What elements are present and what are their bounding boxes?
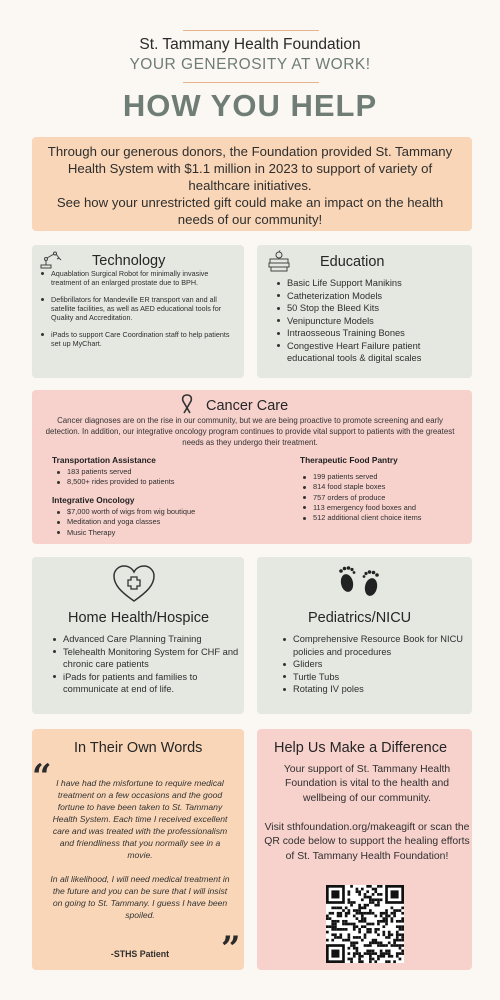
tagline: YOUR GENEROSITY AT WORK!	[129, 56, 371, 73]
close-quote-icon: ”	[221, 929, 241, 969]
awareness-ribbon-icon	[177, 393, 197, 415]
list-item: Telehealth Monitoring System for CHF and chronic care patients	[52, 646, 242, 671]
list-item: Defibrillators for Mandeville ER transport van and all satellite facilities, as well as AED educational tools for Quality and Accreditation.	[40, 295, 240, 322]
testimonial-title: In Their Own Words	[74, 740, 203, 756]
education-list	[276, 277, 464, 365]
list-item: iPads to support Care Coordination staff to help patients set up MyChart.	[40, 330, 240, 348]
list-item: $7,000 worth of wigs from wig boutique	[56, 507, 276, 517]
list-item: 757 orders of produce	[302, 493, 467, 503]
list-item: Advanced Care Planning Training	[52, 633, 242, 646]
intro-text-call: See how your unrestricted gift could make an impact on the health needs of our community!	[56, 195, 444, 227]
difference-text-2: Visit sthfoundation.org/makeagift or scan the QR code below to support the healing efforts of St. Tammany Health Foundation!	[264, 822, 470, 862]
list-item: Meditation and yoga classes	[56, 517, 276, 527]
education-title: Education	[320, 254, 385, 270]
open-quote-icon: “	[32, 757, 52, 797]
baby-feet-icon	[334, 563, 384, 597]
list-item: Aquablation Surgical Robot for minimally invasive treatment of an enlarged prostate due to BPH.	[40, 269, 240, 287]
heart-plus-icon	[111, 564, 157, 604]
page-title: HOW YOU HELP	[122, 88, 378, 123]
list-item: 814 food staple boxes	[302, 482, 467, 492]
list-item: 50 Stop the Bleed Kits	[276, 302, 464, 315]
quote-paragraph-2: In all likelihood, I will need medical treatment in the future and you can be sure that I will insist on going to St. Tammany. I guess I have been spoiled.	[50, 874, 230, 920]
list-item: iPads for patients and families to communicate at end of life.	[52, 671, 242, 696]
pediatrics-list	[282, 633, 467, 696]
difference-title: Help Us Make a Difference	[274, 740, 448, 756]
food-pantry-list	[302, 472, 467, 523]
technology-list	[40, 269, 240, 356]
list-item: Gliders	[282, 658, 467, 671]
list-item: Rotating IV poles	[282, 683, 467, 696]
oncology-title: Integrative Oncology	[52, 495, 135, 505]
cancer-care-intro: Cancer diagnoses are on the rise in our community, but we are being proactive to promote screening and early detection. In addition, our integrative oncology program continues to provide vital support to patients with the greatest needs as they undergo their treatment.	[45, 416, 455, 447]
list-item: 183 patients served	[56, 467, 256, 477]
intro-text-main: Through our generous donors, the Foundation provided St. Tammany Health System with $1.1 million in 2023 to support of variety of healthcare initiatives.	[47, 144, 453, 193]
header-rule-bottom	[183, 82, 319, 83]
list-item: Intraosseous Training Bones	[276, 327, 464, 340]
list-item: 199 patients served	[302, 472, 467, 482]
cancer-care-title: Cancer Care	[206, 398, 289, 414]
list-item: Congestive Heart Failure patient educational tools & digital scales	[276, 340, 464, 365]
testimonial-quote	[48, 777, 232, 921]
home-health-title: Home Health/Hospice	[68, 610, 210, 626]
header-rule-top	[183, 30, 319, 31]
oncology-list	[56, 507, 276, 538]
intro-text	[40, 143, 460, 228]
quote-paragraph-1: I have had the misfortune to require medical treatment on a few occasions and the good fortune to have been taken to St. Tammany Health System. Each time I received excellent care and was treated with the professionalism and friendliness that you normally see in a movie.	[52, 778, 228, 860]
list-item: 113 emergency food boxes and	[302, 503, 467, 513]
list-item: Comprehensive Resource Book for NICU policies and procedures	[282, 633, 467, 658]
list-item: Music Therapy	[56, 528, 276, 538]
transportation-title: Transportation Assistance	[52, 455, 156, 465]
books-apple-icon	[267, 250, 291, 272]
list-item: 512 additional client choice items	[302, 513, 467, 523]
transportation-list	[56, 467, 256, 488]
org-name: St. Tammany Health Foundation	[139, 36, 361, 53]
list-item: Venipuncture Models	[276, 315, 464, 328]
home-health-list	[52, 633, 242, 696]
list-item: Basic Life Support Manikins	[276, 277, 464, 290]
qr-code-icon[interactable]	[326, 885, 404, 963]
technology-title: Technology	[92, 253, 166, 269]
difference-text-1: Your support of St. Tammany Health Foundation is vital to the health and wellbeing of our community.	[283, 764, 451, 804]
list-item: Turtle Tubs	[282, 671, 467, 684]
testimonial-signature: -STHS Patient	[110, 949, 170, 959]
robot-arm-icon	[38, 250, 62, 270]
pediatrics-title: Pediatrics/NICU	[308, 610, 412, 626]
food-pantry-title: Therapeutic Food Pantry	[300, 455, 398, 465]
list-item: Catheterization Models	[276, 290, 464, 303]
list-item: 8,500+ rides provided to patients	[56, 477, 256, 487]
